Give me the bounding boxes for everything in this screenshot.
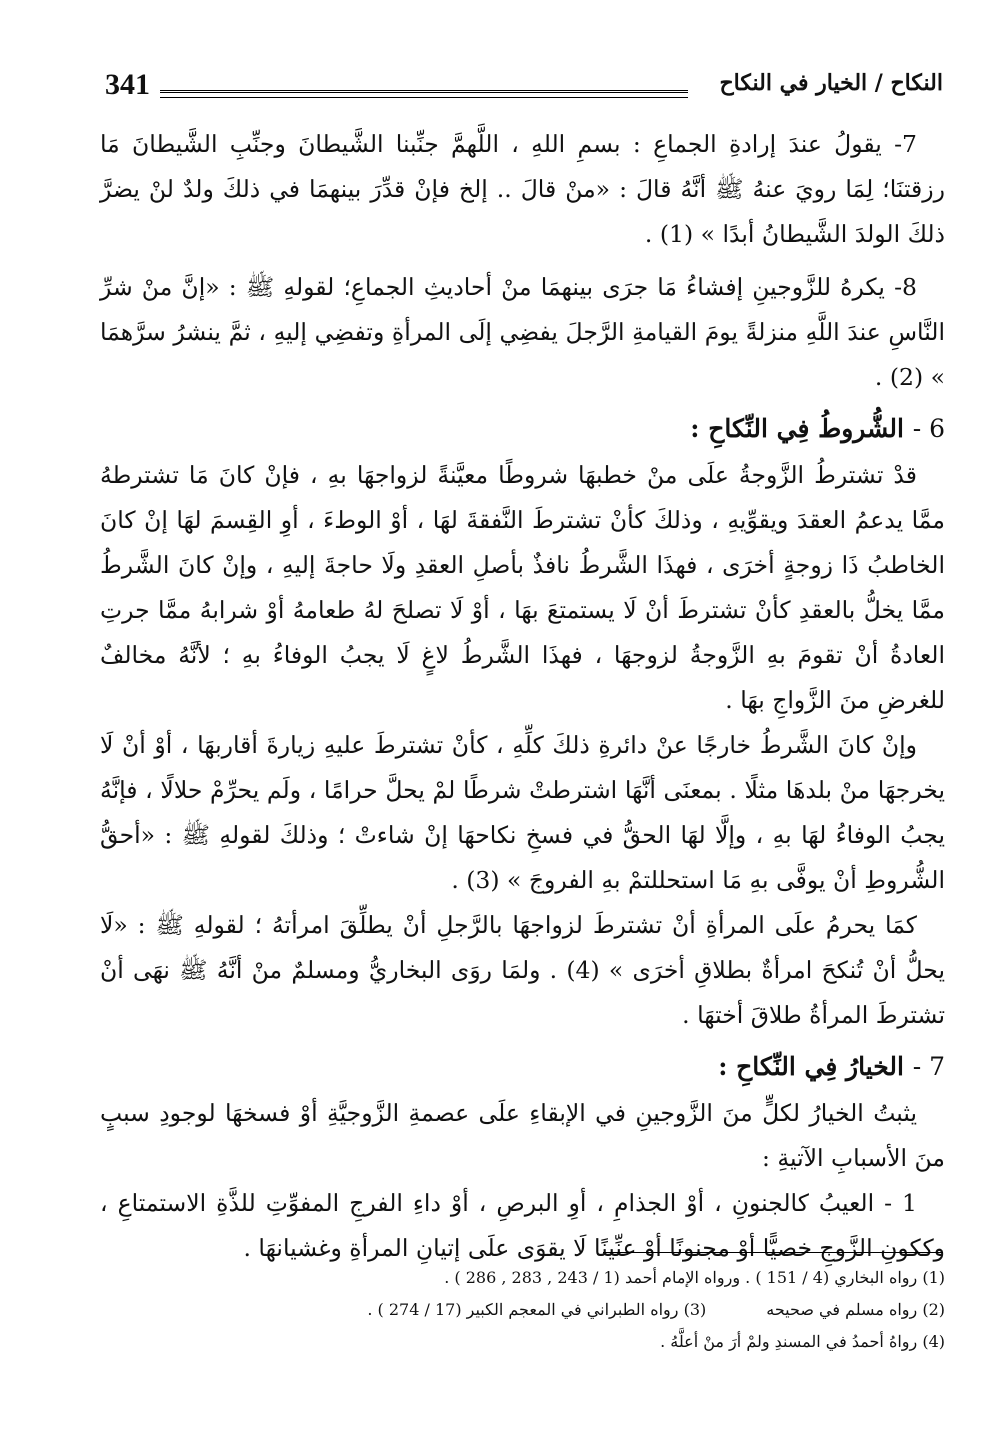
heading-colon: :	[718, 1052, 728, 1081]
page-number: 341	[105, 68, 150, 101]
page-body	[100, 122, 945, 1271]
running-title: النكاح / الخيار في النكاح	[719, 70, 943, 96]
section-heading-conditions	[100, 406, 945, 451]
heading-number: 6 -	[912, 414, 945, 443]
footnotes	[100, 1262, 945, 1358]
heading-number: 7 -	[912, 1052, 945, 1081]
paragraph-option-1: يثبتُ الخيارُ لكلٍّ منَ الزَّوجينِ في الإبقاءِ علَى عصمةِ الزَّوجيَّةِ أوْ فسخهَا لوجودِ سببٍ منَ الأسبابِ الآتيةِ :	[100, 1099, 945, 1172]
footnote-row	[100, 1294, 945, 1326]
heading-colon: :	[690, 414, 700, 443]
heading-title: الخيارُ فِي النِّكاحِ	[736, 1052, 904, 1081]
paragraph-conditions-1: قدْ تشترطُ الزَّوجةُ علَى منْ خطبهَا شروطًا معيَّنةً لزواجهَا بهِ ، فإنْ كانَ مَا تشترطهُ ممَّا يدعمُ العقدَ ويقوِّيهِ ، وذلكَ كأنْ تشترطَ النَّفقةَ لهَا ، أوْ الوطءَ ، أوِ القِسمَ لهَا إنْ كانَ الخاطبُ ذَا زوجةٍ أخرَى ، فهذَا الشَّرطُ نافذٌ بأصلِ العقدِ ولَا حاجةَ إليهِ ، وإنْ كانَ الشَّرطُ ممَّا يخلُّ بالعقدِ كأنْ تشترطَ أنْ لَا يستمتعَ بهَا ، أوْ لَا تصلحَ لهُ طعامهُ أوْ شرابهُ ممَّا جرتِ العادةُ أنْ تقومَ بهِ الزَّوجةُ لزوجهَا ، فهذَا الشَّرطُ لاغٍ لَا يجبُ الوفاءُ بهِ ؛ لأنَّهُ مخالفٌ للغرضِ منَ الزَّواجِ بهَا .	[100, 461, 945, 714]
footnote-2: (2) رواه مسلم في صحيحه	[766, 1300, 945, 1319]
paragraph-7: 7- يقولُ عندَ إرادةِ الجماعِ : بسمِ اللهِ ، اللَّهمَّ جنِّبنا الشَّيطانَ وجنِّبِ الشَّيطانَ مَا رزقتنَا؛ لِمَا رويَ عنهُ ﷺ أنَّهُ قالَ : «منْ قالَ .. إلخ فإنْ قدِّرَ بينهمَا في ذلكَ ولدٌ لنْ يضرَّ ذلكَ الولدَ الشَّيطانُ أبدًا » (1) .	[100, 130, 945, 248]
footnote-4: (4) رواهُ أحمدُ في المسندِ ولمْ أرَ منْ أعلَّهُ .	[660, 1332, 945, 1351]
paragraph-conditions-3: كمَا يحرمُ علَى المرأةِ أنْ تشترطَ لزواجهَا بالرَّجلِ أنْ يطلِّقَ امرأتهُ ؛ لقولهِ ﷺ : «لَا يحلُّ أنْ تُنكحَ امرأةٌ بطلاقِ أخرَى » (4) . ولمَا روَى البخاريُّ ومسلمٌ منْ أنَّهُ ﷺ نهَى أنْ تشترطَ المرأةُ طلاقَ أختهَا .	[100, 911, 946, 1029]
paragraph-8: 8- يكرهُ للزَّوجينِ إفشاءُ مَا جرَى بينهمَا منْ أحاديثِ الجماعِ؛ لقولهِ ﷺ : «إنَّ منْ شرِّ النَّاسِ عندَ اللَّهِ منزلةً يومَ القيامةِ الرَّجلَ يفضِي إلَى المرأةِ وتفضِي إليهِ ، ثمَّ ينشرُ سرَّهمَا » (2) .	[100, 273, 945, 391]
header-rule	[160, 90, 688, 98]
page-header	[105, 68, 943, 108]
paragraph-conditions-2: وإنْ كانَ الشَّرطُ خارجًا عنْ دائرةِ ذلكَ كلِّهِ ، كأنْ تشترطَ عليهِ زيارةَ أقاربهَا ، أوْ أنْ لَا يخرجهَا منْ بلدهَا مثلًا . بمعنَى أنَّهَا اشترطتْ شرطًا لمْ يحلَّ حرامًا ، ولَم يحرِّمْ حلالًا ، فإنَّهُ يجبُ الوفاءُ لهَا بهِ ، وإلَّا لهَا الحقُّ في فسخِ نكاحهَا إنْ شاءتْ ؛ وذلكَ لقولهِ ﷺ : «أحقُّ الشُّروطِ أنْ يوفَّى بهِ مَا استحللتمْ بهِ الفروجَ » (3) .	[100, 731, 945, 894]
section-heading-option	[100, 1044, 945, 1089]
footnote-rule	[603, 1252, 943, 1253]
paragraph-option-2: 1 - العيبُ كالجنونِ ، أوْ الجذامِ ، أوِ البرصِ ، أوْ داءِ الفرجِ المفوِّتِ للذَّةِ الاستمتاعِ ، وككونِ الزَّوجِ خصيًّا أوْ مجنونًا أوْ عنِّينًا لَا يقوَى علَى إتيانِ المرأةِ وغشيانهَا .	[100, 1189, 945, 1262]
heading-title: الشُّروطُ فِي النِّكاحِ	[708, 414, 904, 443]
footnote-1: (1) رواه البخاري (4 / 151 ) . ورواه الإمام أحمد (1 / 243 , 283 , 286 ) .	[444, 1268, 945, 1287]
footnote-3: (3) رواه الطبراني في المعجم الكبير (17 / 274 ) .	[367, 1300, 707, 1319]
